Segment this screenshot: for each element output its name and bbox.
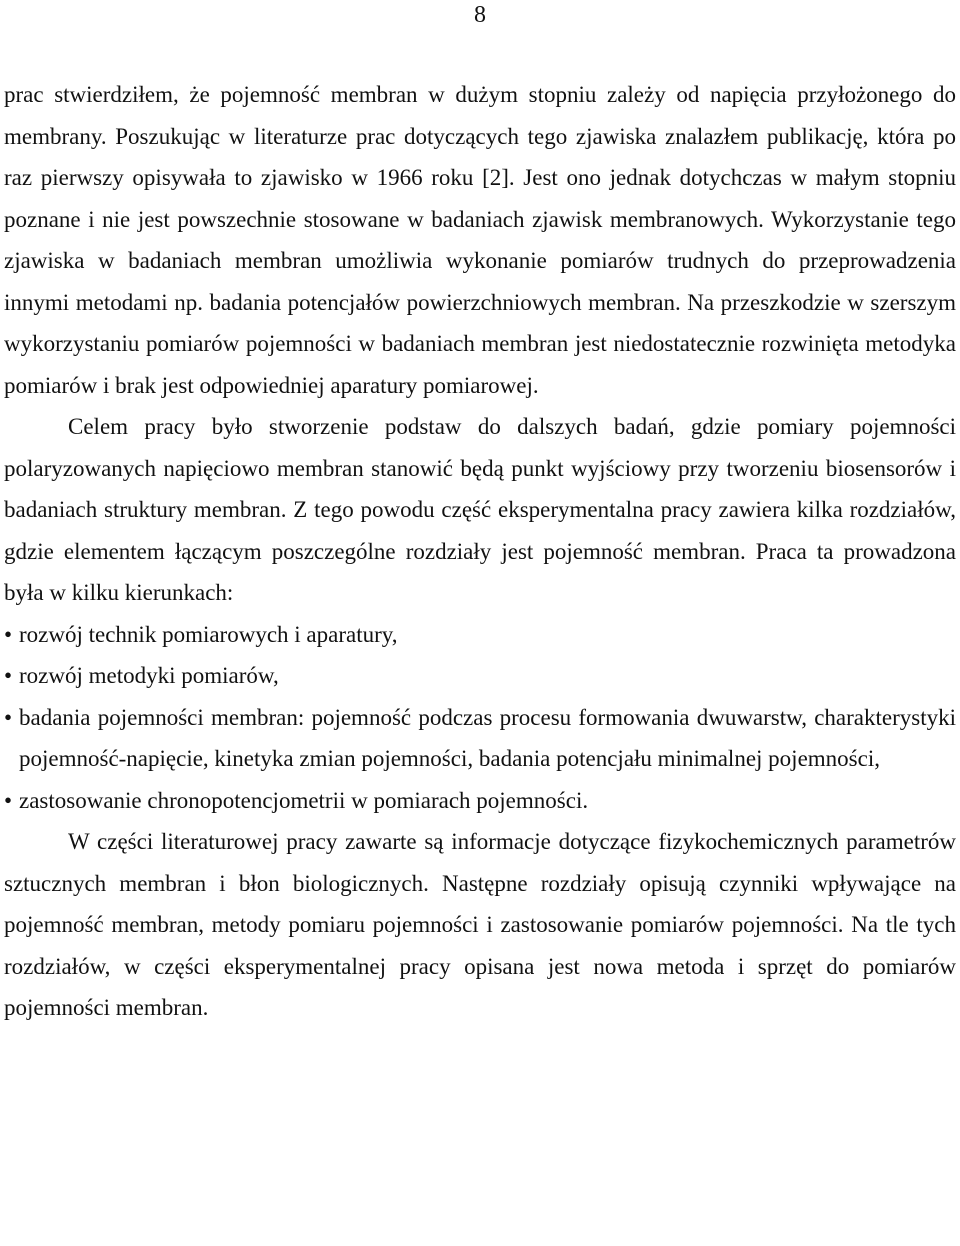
paragraph-aim: Celem pracy było stworzenie podstaw do dalszych badań, gdzie pomiary pojemności polaryzowanych napięciowo membran stanowić będą punkt wyjściowy przy tworzeniu biosensorów i badaniach struktury membran. Z tego powodu część eksperymentalna pracy zawiera kilka rozdziałów, gdzie elementem łączącym poszczególne rozdziały jest pojemność membran. Praca ta prowadzona była w kilku kierunkach: xyxy=(4,414,956,605)
bullet-item xyxy=(4,780,956,822)
bullet-icon: • xyxy=(4,787,13,813)
bullet-text: badania pojemności membran: pojemność podczas procesu formowania dwuwarstw, charakterystyki pojemność-napięcie, kinetyka zmian pojemności, badania potencjału minimalnej pojemności, xyxy=(19,704,956,771)
bullet-item xyxy=(4,655,956,697)
bullet-list xyxy=(4,614,956,822)
bullet-icon: • xyxy=(4,621,13,647)
bullet-text: rozwój metodyki pomiarów, xyxy=(19,663,279,688)
bullet-icon: • xyxy=(4,663,13,688)
bullet-item xyxy=(4,697,956,780)
paragraph-intro: prac stwierdziłem, że pojemność membran w dużym stopniu zależy od napięcia przyłożonego do membrany. Poszukując w literaturze prac dotyczących tego zjawiska znalazłem publikację, która po raz pierwszy opisywała to zjawisko w 1966 roku [2]. Jest ono jednak dotychczas w małym stopniu poznane i nie jest powszechnie stosowane w badaniach zjawisk membranowych. Wykorzystanie tego zjawiska w badaniach membran umożliwia wykonanie pomiarów trudnych do przeprowadzenia innymi metodami np. badania potencjałów powierzchniowych membran. Na przeszkodzie w szerszym wykorzystaniu pomiarów pojemności w badaniach membran jest niedostatecznie rozwinięta metodyka pomiarów i brak jest odpowiedniej aparatury pomiarowej. xyxy=(4,82,956,398)
page-number: 8 xyxy=(474,2,486,28)
body-text xyxy=(4,74,956,1029)
bullet-text: zastosowanie chronopotencjometrii w pomiarach pojemności. xyxy=(19,787,589,813)
bullet-item xyxy=(4,614,956,656)
bullet-icon: • xyxy=(4,704,13,730)
paragraph-outline: W części literaturowej pracy zawarte są informacje dotyczące fizykochemicznych parametrów sztucznych membran i błon biologicznych. Następne rozdziały opisują czynniki wpływające na pojemność membran, metody pomiaru pojemności i zastosowanie pomiarów pojemności. Na tle tych rozdziałów, w części eksperymentalnej pracy opisana jest nowa metoda i sprzęt do pomiarów pojemności membran. xyxy=(4,829,956,1020)
bullet-text: rozwój technik pomiarowych i aparatury, xyxy=(19,621,398,647)
